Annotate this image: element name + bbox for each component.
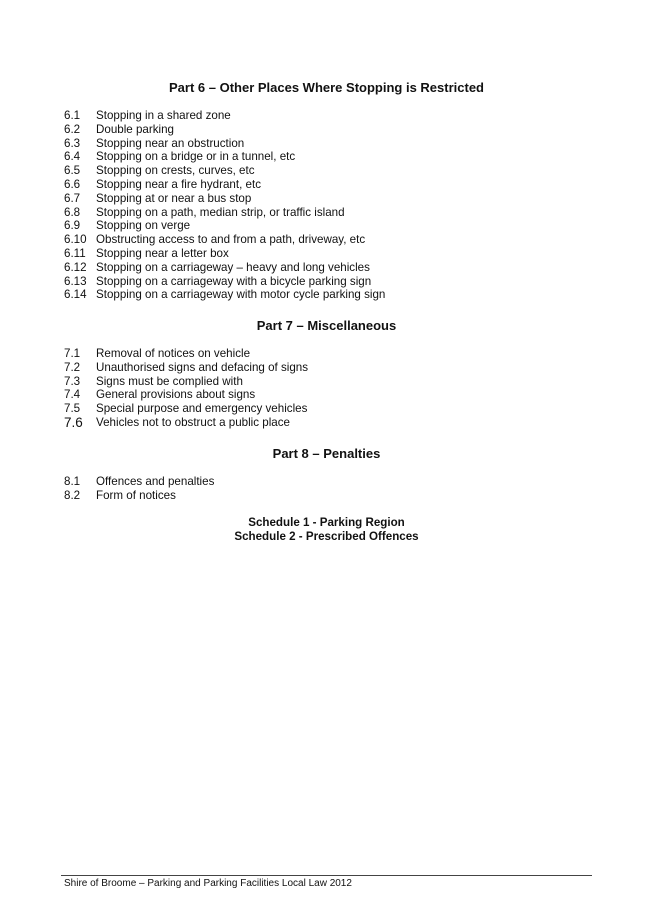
list-item xyxy=(64,288,385,302)
item-text: Stopping near a fire hydrant, etc xyxy=(96,177,261,191)
item-text: Double parking xyxy=(96,122,174,136)
list-item xyxy=(64,261,385,275)
footer-text: Shire of Broome – Parking and Parking Facilities Local Law 2012 xyxy=(64,878,352,889)
item-text: Vehicles not to obstruct a public place xyxy=(96,415,290,429)
list-item xyxy=(64,123,385,137)
list-item xyxy=(64,247,385,261)
item-text: Unauthorised signs and defacing of signs xyxy=(96,360,309,374)
item-number: 6.7 xyxy=(64,191,81,205)
item-number: 6.3 xyxy=(64,136,81,150)
schedules-block xyxy=(0,516,653,544)
list-item xyxy=(64,416,308,430)
item-number: 6.5 xyxy=(64,164,81,178)
part6-list xyxy=(64,109,385,302)
item-text: Offences and penalties xyxy=(96,475,215,488)
item-text: Stopping on a carriageway – heavy and long vehicles xyxy=(96,260,370,274)
item-text: General provisions about signs xyxy=(96,388,256,402)
item-number: 6.1 xyxy=(64,109,81,122)
list-item xyxy=(64,233,385,247)
item-number: 6.4 xyxy=(64,150,81,164)
list-item xyxy=(64,489,214,503)
list-item xyxy=(64,388,308,402)
list-item xyxy=(64,361,308,375)
list-item xyxy=(64,137,385,151)
item-text: Stopping on a bridge or in a tunnel, etc xyxy=(96,150,296,164)
part7-list xyxy=(64,347,308,430)
item-number: 6.12 xyxy=(64,260,87,274)
item-number: 6.10 xyxy=(64,233,87,247)
item-text: Form of notices xyxy=(96,488,176,502)
list-item xyxy=(64,109,385,123)
list-item xyxy=(64,275,385,289)
item-text: Stopping at or near a bus stop xyxy=(96,191,252,205)
item-text: Stopping on a carriageway with motor cycle parking sign xyxy=(96,288,386,302)
list-item xyxy=(64,178,385,192)
item-number: 6.13 xyxy=(64,274,87,288)
item-text: Stopping near a letter box xyxy=(96,246,229,260)
item-number: 6.8 xyxy=(64,205,81,219)
item-number: 6.14 xyxy=(64,288,87,302)
item-number: 7.1 xyxy=(64,347,81,360)
item-number: 7.4 xyxy=(64,388,81,402)
item-text: Stopping on verge xyxy=(96,219,191,233)
item-number: 8.1 xyxy=(64,475,81,488)
list-item xyxy=(64,192,385,206)
part8-heading: Part 8 – Penalties xyxy=(272,446,381,461)
item-text: Stopping near an obstruction xyxy=(96,136,245,150)
list-item xyxy=(64,164,385,178)
schedule-2-title: Schedule 2 - Prescribed Offences xyxy=(234,530,419,543)
list-item xyxy=(64,375,308,389)
item-number: 6.9 xyxy=(64,219,81,233)
item-number: 6.2 xyxy=(64,122,81,136)
list-item xyxy=(64,475,214,489)
item-text: Removal of notices on vehicle xyxy=(96,347,251,360)
item-number: 7.3 xyxy=(64,374,81,388)
list-item xyxy=(64,150,385,164)
item-number: 6.6 xyxy=(64,177,81,191)
list-item xyxy=(64,206,385,220)
item-text: Obstructing access to and from a path, driveway, etc xyxy=(96,233,366,247)
list-item xyxy=(64,347,308,361)
item-text: Stopping on a carriageway with a bicycle parking sign xyxy=(96,274,372,288)
schedule-1-title: Schedule 1 - Parking Region xyxy=(248,516,405,529)
item-number: 7.2 xyxy=(64,360,81,374)
item-text: Stopping in a shared zone xyxy=(96,109,231,122)
item-text: Stopping on a path, median strip, or traffic island xyxy=(96,205,345,219)
item-text: Special purpose and emergency vehicles xyxy=(96,402,308,416)
item-number: 6.11 xyxy=(64,246,86,260)
part7-heading: Part 7 – Miscellaneous xyxy=(256,318,397,333)
item-text: Signs must be complied with xyxy=(96,374,243,388)
item-text: Stopping on crests, curves, etc xyxy=(96,164,255,178)
part6-heading: Part 6 – Other Places Where Stopping is Restricted xyxy=(169,80,484,95)
item-number: 7.5 xyxy=(64,402,81,416)
item-number: 7.6 xyxy=(64,414,83,430)
footer-divider xyxy=(61,875,592,876)
item-number: 8.2 xyxy=(64,488,81,502)
part8-list xyxy=(64,475,214,503)
list-item xyxy=(64,219,385,233)
list-item xyxy=(64,402,308,416)
